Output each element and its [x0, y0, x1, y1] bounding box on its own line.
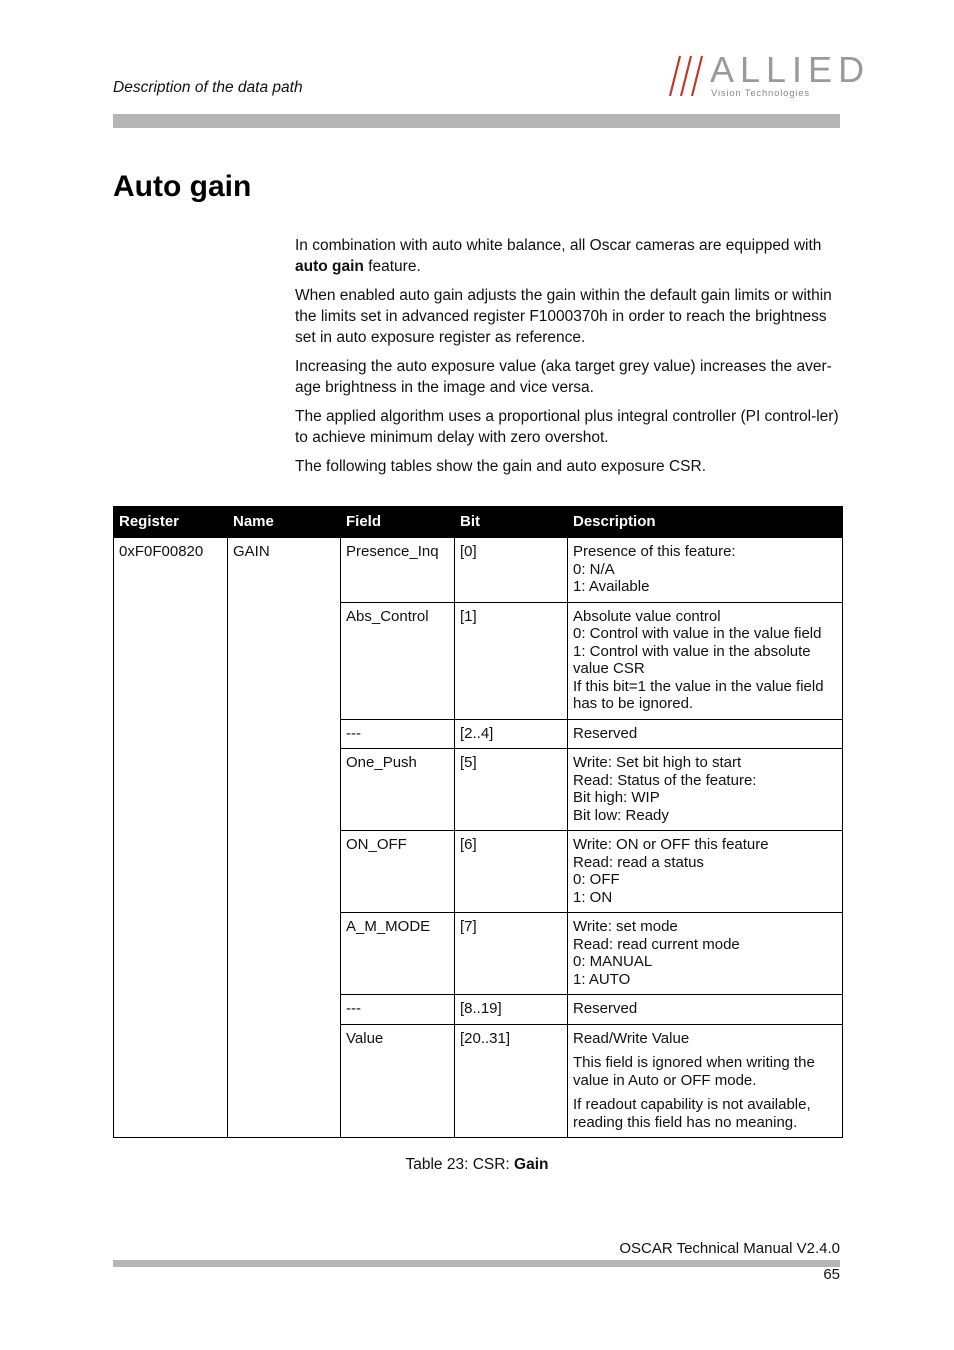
body-text-run: feature.	[363, 258, 421, 275]
description-cell	[568, 1024, 843, 1138]
header-name: Name	[228, 507, 341, 538]
description-block	[573, 1096, 837, 1131]
description-line: This field is ignored when writing the value in Auto or OFF mode.	[573, 1054, 815, 1089]
body-text-run: In combination with auto white balance, all Oscar cameras are equipped with	[295, 237, 822, 254]
description-line: Bit low: Ready	[573, 806, 669, 824]
logo-tagline: Vision Technologies	[711, 88, 810, 99]
field-cell: Abs_Control	[341, 602, 455, 719]
header-bit: Bit	[455, 507, 568, 538]
bit-cell: [2..4]	[455, 719, 568, 749]
footer-rule	[113, 1260, 840, 1267]
description-line: If readout capability is not available, reading this field has no meaning.	[573, 1096, 811, 1131]
description-block	[573, 918, 837, 988]
description-line: 0: N/A	[573, 560, 615, 578]
description-line: Write: set mode	[573, 918, 678, 935]
description-cell	[568, 602, 843, 719]
description-block	[573, 1054, 837, 1089]
description-line: Absolute value control	[573, 607, 721, 625]
body-paragraph	[295, 406, 843, 448]
table-caption	[0, 1156, 954, 1174]
description-block	[573, 754, 837, 824]
description-line: 1: Available	[573, 578, 650, 595]
footer-manual-title: OSCAR Technical Manual V2.4.0	[619, 1240, 840, 1257]
description-block	[573, 1030, 837, 1048]
page-title: Auto gain	[113, 170, 252, 203]
description-cell	[568, 913, 843, 995]
field-cell: One_Push	[341, 749, 455, 831]
body-bold-text: auto gain	[295, 258, 364, 275]
field-cell: ---	[341, 995, 455, 1025]
description-cell	[568, 995, 843, 1025]
register-cell: 0xF0F00820	[114, 538, 228, 1138]
description-line: Read: read a status	[573, 853, 704, 871]
description-line: 1: AUTO	[573, 970, 631, 988]
field-cell: Presence_Inq	[341, 538, 455, 603]
field-cell: A_M_MODE	[341, 913, 455, 995]
body-paragraph	[295, 235, 843, 277]
body-paragraph	[295, 356, 843, 398]
description-line: Write: ON or OFF this feature	[573, 836, 769, 853]
description-line: Reserved	[573, 724, 638, 742]
bit-cell: [7]	[455, 913, 568, 995]
logo-wordmark: ALLIED	[710, 49, 871, 90]
table-header-row	[114, 507, 843, 538]
description-cell	[568, 719, 843, 749]
field-cell: Value	[341, 1024, 455, 1138]
body-text-run: Increasing the auto exposure value (aka target grey value) increases the aver-age brightness in the image and vice versa.	[295, 358, 832, 396]
body-text-run: When enabled auto gain adjusts the gain within the default gain limits or within the limits set in advanced register F1000370h in order to reach the brightness set in auto exposure register as reference.	[295, 287, 832, 346]
page-number: 65	[823, 1266, 840, 1283]
description-block	[573, 543, 837, 596]
body-text	[295, 235, 843, 485]
description-line: Read/Write Value	[573, 1029, 690, 1047]
csr-gain-table	[113, 506, 843, 1138]
description-line: Write: Set bit high to start	[573, 754, 742, 771]
caption-prefix: Table 23: CSR:	[405, 1156, 515, 1173]
description-line: 1: Control with value in the absolute value CSR	[573, 642, 811, 677]
running-header: Description of the data path	[113, 79, 303, 96]
bit-cell: [1]	[455, 602, 568, 719]
field-cell: ON_OFF	[341, 831, 455, 913]
description-block	[573, 725, 837, 743]
bit-cell: [20..31]	[455, 1024, 568, 1138]
header-field: Field	[341, 507, 455, 538]
description-cell	[568, 538, 843, 603]
bit-cell: [0]	[455, 538, 568, 603]
description-line: 1: ON	[573, 888, 613, 906]
bit-cell: [8..19]	[455, 995, 568, 1025]
header-rule	[113, 114, 840, 128]
field-cell: ---	[341, 719, 455, 749]
body-text-run: The applied algorithm uses a proportional plus integral controller (PI control-ler) to achieve minimum delay with zero overshot.	[295, 408, 839, 446]
header-register: Register	[114, 507, 228, 538]
description-line: Bit high: WIP	[573, 789, 660, 806]
bit-cell: [6]	[455, 831, 568, 913]
body-paragraph	[295, 285, 843, 348]
description-block	[573, 608, 837, 713]
body-text-run: The following tables show the gain and auto exposure CSR.	[295, 458, 706, 475]
description-line: Read: Status of the feature:	[573, 771, 757, 789]
description-line: 0: MANUAL	[573, 953, 653, 970]
description-line: 0: Control with value in the value field	[573, 625, 822, 642]
description-line: Presence of this feature:	[573, 543, 736, 560]
description-cell	[568, 749, 843, 831]
header-description: Description	[568, 507, 843, 538]
logo-slashes-icon	[668, 52, 712, 96]
description-cell	[568, 831, 843, 913]
name-cell: GAIN	[228, 538, 341, 1138]
description-block	[573, 836, 837, 906]
description-line: If this bit=1 the value in the value field has to be ignored.	[573, 677, 824, 712]
table-row	[114, 538, 843, 603]
description-block	[573, 1000, 837, 1018]
caption-bold: Gain	[514, 1156, 549, 1173]
body-paragraph	[295, 456, 843, 477]
bit-cell: [5]	[455, 749, 568, 831]
description-line: Reserved	[573, 1000, 638, 1017]
description-line: Read: read current mode	[573, 935, 740, 953]
description-line: 0: OFF	[573, 871, 620, 888]
